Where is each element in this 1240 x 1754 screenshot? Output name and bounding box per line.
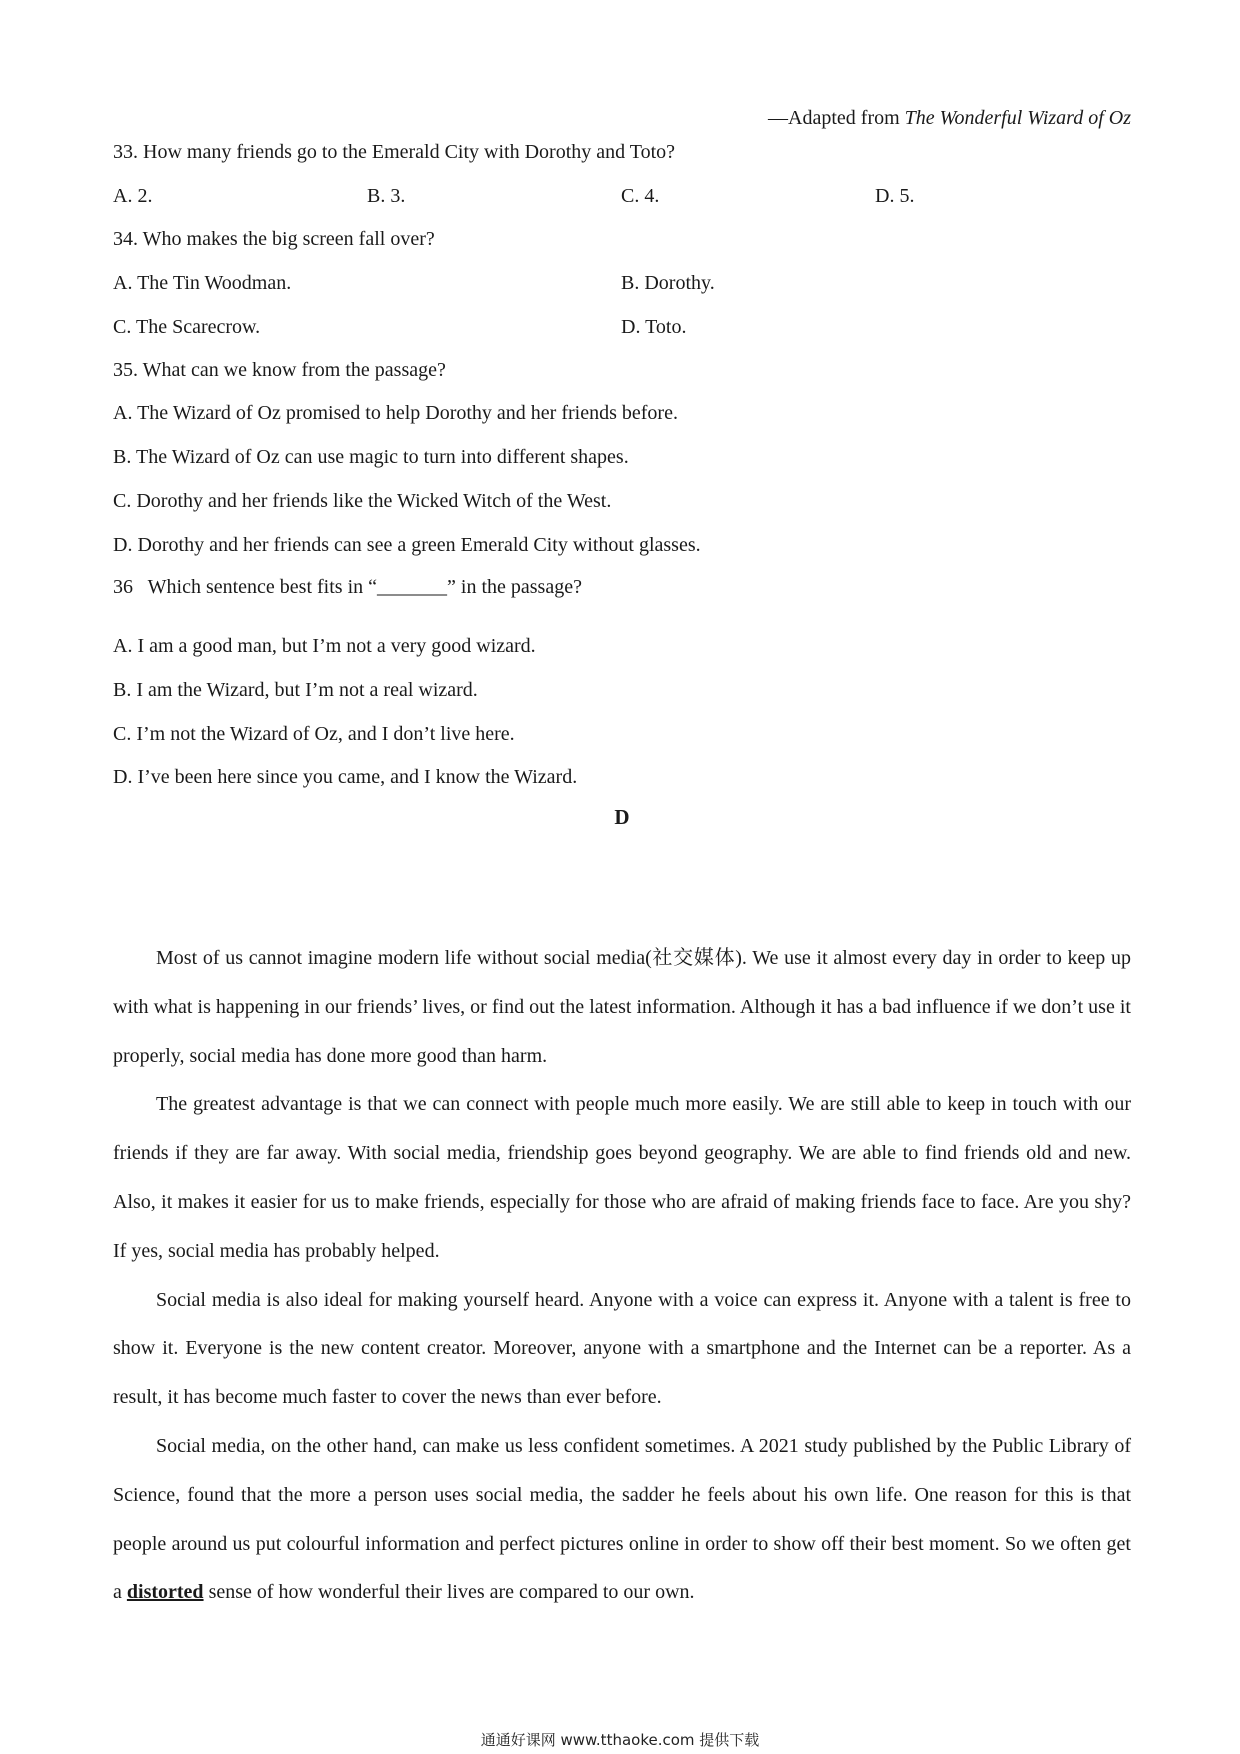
question-34-option-c: C. The Scarecrow. — [113, 316, 261, 338]
question-36-option-b: B. I am the Wizard, but I’m not a real wizard. — [113, 679, 478, 701]
section-d-heading: D — [614, 805, 630, 829]
question-33-option-b: B. 3. — [367, 185, 406, 207]
paragraph-4-text-before: Social media, on the other hand, can make us less confident sometimes. A 2021 study published by the Public Library of Science, found that the more a person uses social media, the sadder he feels about his own life. One reason for this is that people around us put colourful information and perfect pictures online in order to show off their best moment. So we often get a — [113, 1434, 1131, 1604]
question-33-option-d: D. 5. — [875, 185, 915, 207]
footer-watermark: 通通好课网 www.tthaoke.com 提供下载 — [480, 1731, 760, 1749]
question-33-option-c: C. 4. — [621, 185, 660, 207]
question-35-stem: 35. What can we know from the passage? — [113, 359, 446, 381]
question-35-option-a: A. The Wizard of Oz promised to help Dorothy and her friends before. — [113, 402, 678, 424]
question-33-stem: 33. How many friends go to the Emerald City with Dorothy and Toto? — [113, 141, 676, 163]
underlined-word-distorted: distorted — [126, 1581, 204, 1604]
question-35-option-b: B. The Wizard of Oz can use magic to turn into different shapes. — [113, 446, 629, 468]
source-title: The Wonderful Wizard of Oz — [904, 107, 1131, 129]
passage-paragraph-4 — [113, 1422, 1131, 1617]
question-35-option-c: C. Dorothy and her friends like the Wicked Witch of the West. — [113, 490, 612, 512]
question-36-option-a: A. I am a good man, but I’m not a very good wizard. — [113, 635, 536, 657]
source-citation — [768, 104, 1131, 132]
passage-paragraph-2: The greatest advantage is that we can connect with people much more easily. We are still able to keep in touch with our friends if they are far away. With social media, friendship goes beyond geography. We are able to find friends old and new. Also, it makes it easier for us to make friends, especially for those who are afraid of making friends face to face. Are you shy? If yes, social media has probably helped. — [113, 1093, 1131, 1262]
question-33-option-a: A. 2. — [113, 185, 153, 207]
question-34-option-b: B. Dorothy. — [621, 272, 715, 294]
passage-paragraph-1: Most of us cannot imagine modern life without social media(社交媒体). We use it almost every day in order to keep up with what is happening in our friends’ lives, or find out the latest information. Although it has a bad influence if we don’t use it properly, social media has done more good than harm. — [113, 947, 1131, 1067]
question-36-stem: 36 Which sentence best fits in “_______” in the passage? — [113, 576, 582, 598]
section-d-passage — [113, 934, 1131, 1617]
question-34-stem: 34. Who makes the big screen fall over? — [113, 228, 435, 250]
passage-paragraph-3: Social media is also ideal for making yourself heard. Anyone with a voice can express it. Anyone with a talent is free to show it. Everyone is the new content creator. Moreover, anyone with a smartphone and the Internet can be a reporter. As a result, it has become much faster to cover the news than ever before. — [113, 1288, 1131, 1409]
question-36-option-d: D. I’ve been here since you came, and I know the Wizard. — [113, 766, 578, 788]
exam-page — [113, 0, 1131, 1754]
question-36-option-c: C. I’m not the Wizard of Oz, and I don’t live here. — [113, 723, 515, 745]
question-35-option-d: D. Dorothy and her friends can see a green Emerald City without glasses. — [113, 534, 701, 556]
question-34-option-d: D. Toto. — [621, 316, 687, 338]
question-34-option-a: A. The Tin Woodman. — [113, 272, 292, 294]
paragraph-4-text-after: sense of how wonderful their lives are compared to our own. — [203, 1581, 695, 1604]
source-prefix: —Adapted from — [768, 107, 905, 129]
